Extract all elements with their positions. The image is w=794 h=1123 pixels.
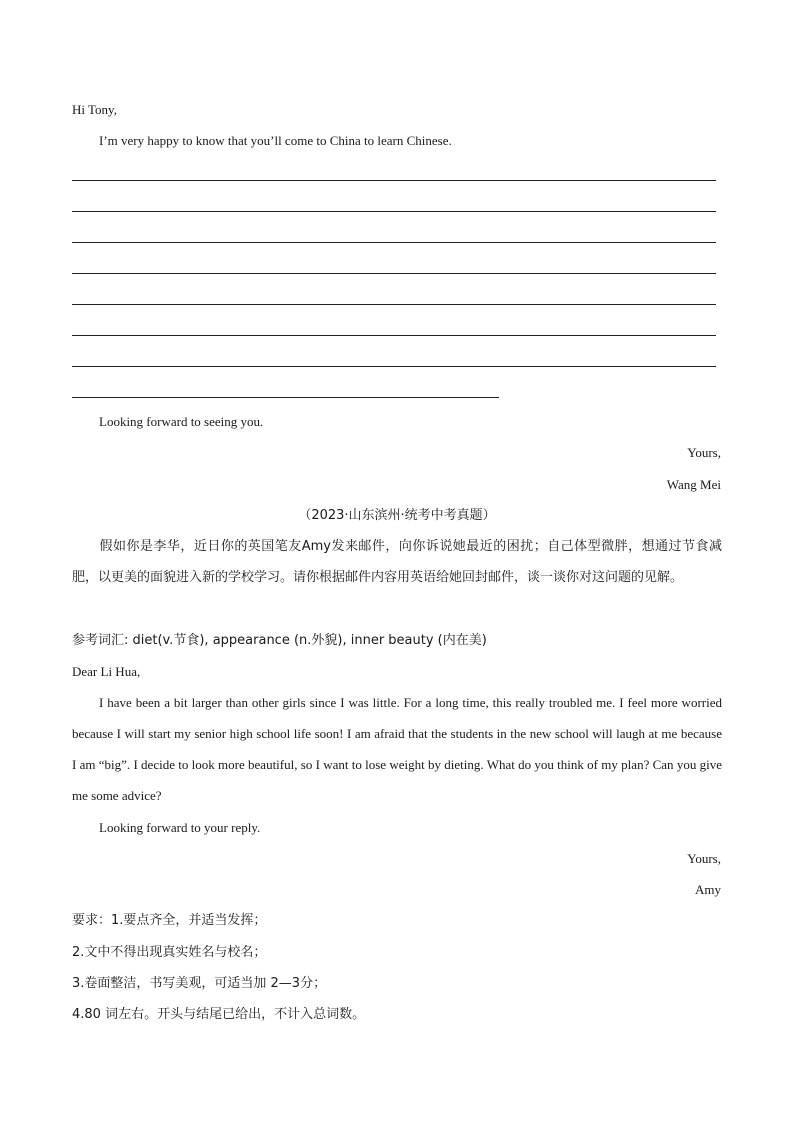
letter1-opening: I’m very happy to know that you’ll come to China to learn Chinese. bbox=[99, 133, 452, 148]
writing-line[interactable] bbox=[72, 397, 499, 398]
letter1-signoff: Yours, bbox=[687, 445, 721, 460]
writing-line[interactable] bbox=[72, 366, 716, 367]
letter1-signature: Wang Mei bbox=[666, 477, 721, 492]
letter1-closing: Looking forward to seeing you. bbox=[99, 414, 264, 429]
requirement-item: 4.80 词左右。开头与结尾已给出，不计入总词数。 bbox=[72, 1007, 366, 1022]
writing-line[interactable] bbox=[72, 273, 716, 274]
letter2-body-text: I have been a bit larger than other girls since I was little. For a long time, this really troubled me. I feel more worried because I will start my senior high school life soon! I am afraid that the students in the new school will laugh at me because I am “big”. I decide to look more beautiful, so I want to lose weight by dieting. What do you think of my plan? Can you give me some advice? bbox=[72, 695, 722, 803]
writing-line[interactable] bbox=[72, 211, 716, 212]
requirement-item: 3.卷面整洁，书写美观，可适当加 2—3分； bbox=[72, 976, 327, 991]
writing-line[interactable] bbox=[72, 304, 716, 305]
task-prompt bbox=[72, 531, 722, 593]
letter2-signoff: Yours, bbox=[687, 851, 721, 866]
writing-line[interactable] bbox=[72, 335, 716, 336]
source-note: （2023·山东滨州·统考中考真题） bbox=[298, 508, 496, 523]
letter1-greeting: Hi Tony, bbox=[72, 102, 117, 117]
letter2-body bbox=[72, 687, 722, 811]
requirement-item: 要求：1.要点齐全，并适当发挥； bbox=[72, 913, 267, 928]
letter2-signature: Amy bbox=[695, 882, 721, 897]
requirement-item: 2.文中不得出现真实姓名与校名； bbox=[72, 945, 267, 960]
letter2-closing: Looking forward to your reply. bbox=[99, 820, 261, 835]
writing-line[interactable] bbox=[72, 180, 716, 181]
letter2-greeting: Dear Li Hua, bbox=[72, 664, 141, 679]
writing-line[interactable] bbox=[72, 242, 716, 243]
task-prompt-text: 假如你是李华，近日你的英国笔友Amy发来邮件，向你诉说她最近的困扰；自己体型微胖，想通过节食减肥，以更美的面貌进入新的学校学习。请你根据邮件内容用英语给她回封邮件，谈一谈你对这问题的见解。 bbox=[72, 539, 722, 585]
vocab-hint: 参考词汇: diet(v.节食), appearance (n.外貌), inner beauty (内在美) bbox=[72, 633, 487, 648]
